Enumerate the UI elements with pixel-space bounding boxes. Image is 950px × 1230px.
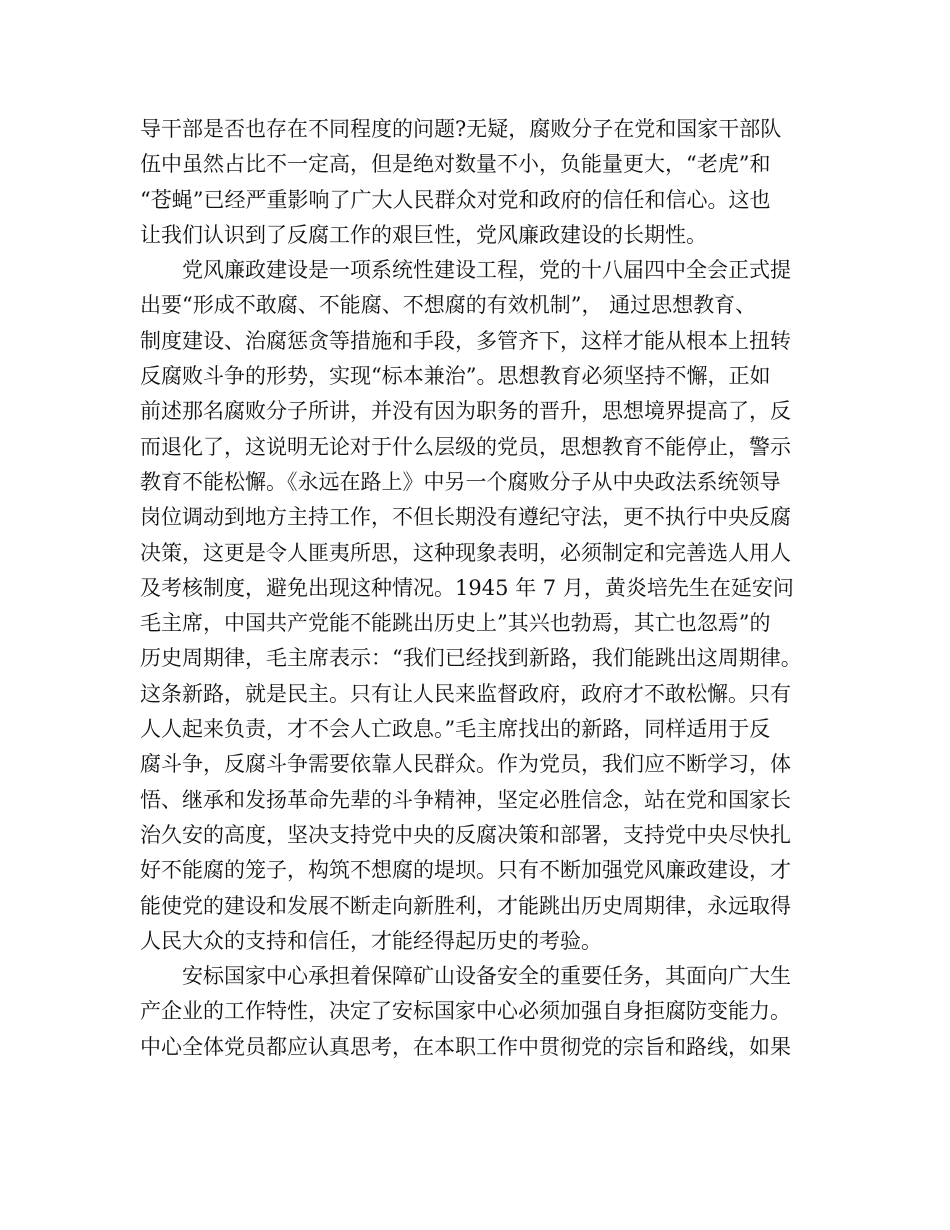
- text-line: 这条新路，就是民主。只有让人民来监督政府，政府才不敢松懈。只有: [140, 681, 791, 706]
- text-line: 毛主席，中国共产党能不能跳出历史上”其兴也勃焉，其亡也忽焉”的: [140, 611, 771, 636]
- text-line: 前述那名腐败分子所讲，并没有因为职务的晋升，思想境界提高了，反: [140, 399, 791, 424]
- text-line: 而退化了，这说明无论对于什么层级的党员，思想教育不能停止，警示: [140, 434, 791, 459]
- text-line: 决策，这更是令人匪夷所思，这种现象表明，必须制定和完善选人用人: [140, 540, 791, 565]
- text-line: 产企业的工作特性，决定了安标国家中心必须加强自身拒腐防变能力。: [140, 999, 791, 1024]
- text-line: “苍蝇”已经严重影响了广大人民群众对党和政府的信任和信心。这也: [140, 187, 771, 212]
- text-line: 反腐败斗争的形势，实现“标本兼治”。思想教育必须坚持不懈，正如: [140, 364, 771, 389]
- text-line: 能使党的建设和发展不断走向新胜利，才能跳出历史周期律，永远取得: [140, 893, 791, 918]
- text-line: 人人起来负责，才不会人亡政息。”毛主席找出的新路，同样适用于反: [140, 717, 771, 742]
- text-line: 制度建设、治腐惩贪等措施和手段，多管齐下，这样才能从根本上扭转: [140, 328, 791, 353]
- text-line: 出要“形成不敢腐、不能腐、不想腐的有效机制”， 通过思想教育、: [140, 293, 757, 318]
- text-line: 中心全体党员都应认真思考，在本职工作中贯彻党的宗旨和路线，如果: [140, 1034, 791, 1059]
- text-line: 及考核制度，避免出现这种情况。1945 年 7 月，黄炎培先生在延安问: [140, 575, 794, 600]
- text-line: 伍中虽然占比不一定高，但是绝对数量不小，负能量更大，“老虎”和: [140, 152, 771, 177]
- text-line: 岗位调动到地方主持工作，不但长期没有遵纪守法，更不执行中央反腐: [140, 505, 791, 530]
- paragraph-start-line: 党风廉政建设是一项系统性建设工程，党的十八届四中全会正式提: [182, 258, 791, 283]
- text-line: 治久安的高度，坚决支持党中央的反腐决策和部署，支持党中央尽快扎: [140, 822, 791, 847]
- text-line: 好不能腐的笼子，构筑不想腐的堤坝。只有不断加强党风廉政建设，才: [140, 858, 791, 883]
- text-line: 教育不能松懈。《永远在路上》中另一个腐败分子从中央政法系统领导: [140, 469, 781, 494]
- text-line: 导干部是否也存在不同程度的问题?无疑，腐败分子在党和国家干部队: [140, 117, 782, 141]
- document-body: [140, 112, 830, 1065]
- text-line: 历史周期律，毛主席表示：“我们已经找到新路，我们能跳出这周期律。: [140, 646, 802, 671]
- text-line: 让我们认识到了反腐工作的艰巨性，党风廉政建设的长期性。: [140, 222, 707, 247]
- text-line: 人民大众的支持和信任，才能经得起历史的考验。: [140, 928, 602, 953]
- text-line: 腐斗争，反腐斗争需要依靠人民群众。作为党员，我们应不断学习，体: [140, 752, 791, 777]
- text-line: 悟、继承和发扬革命先辈的斗争精神，坚定必胜信念，站在党和国家长: [140, 787, 791, 812]
- paragraph-start-line: 安标国家中心承担着保障矿山设备安全的重要任务，其面向广大生: [182, 964, 791, 989]
